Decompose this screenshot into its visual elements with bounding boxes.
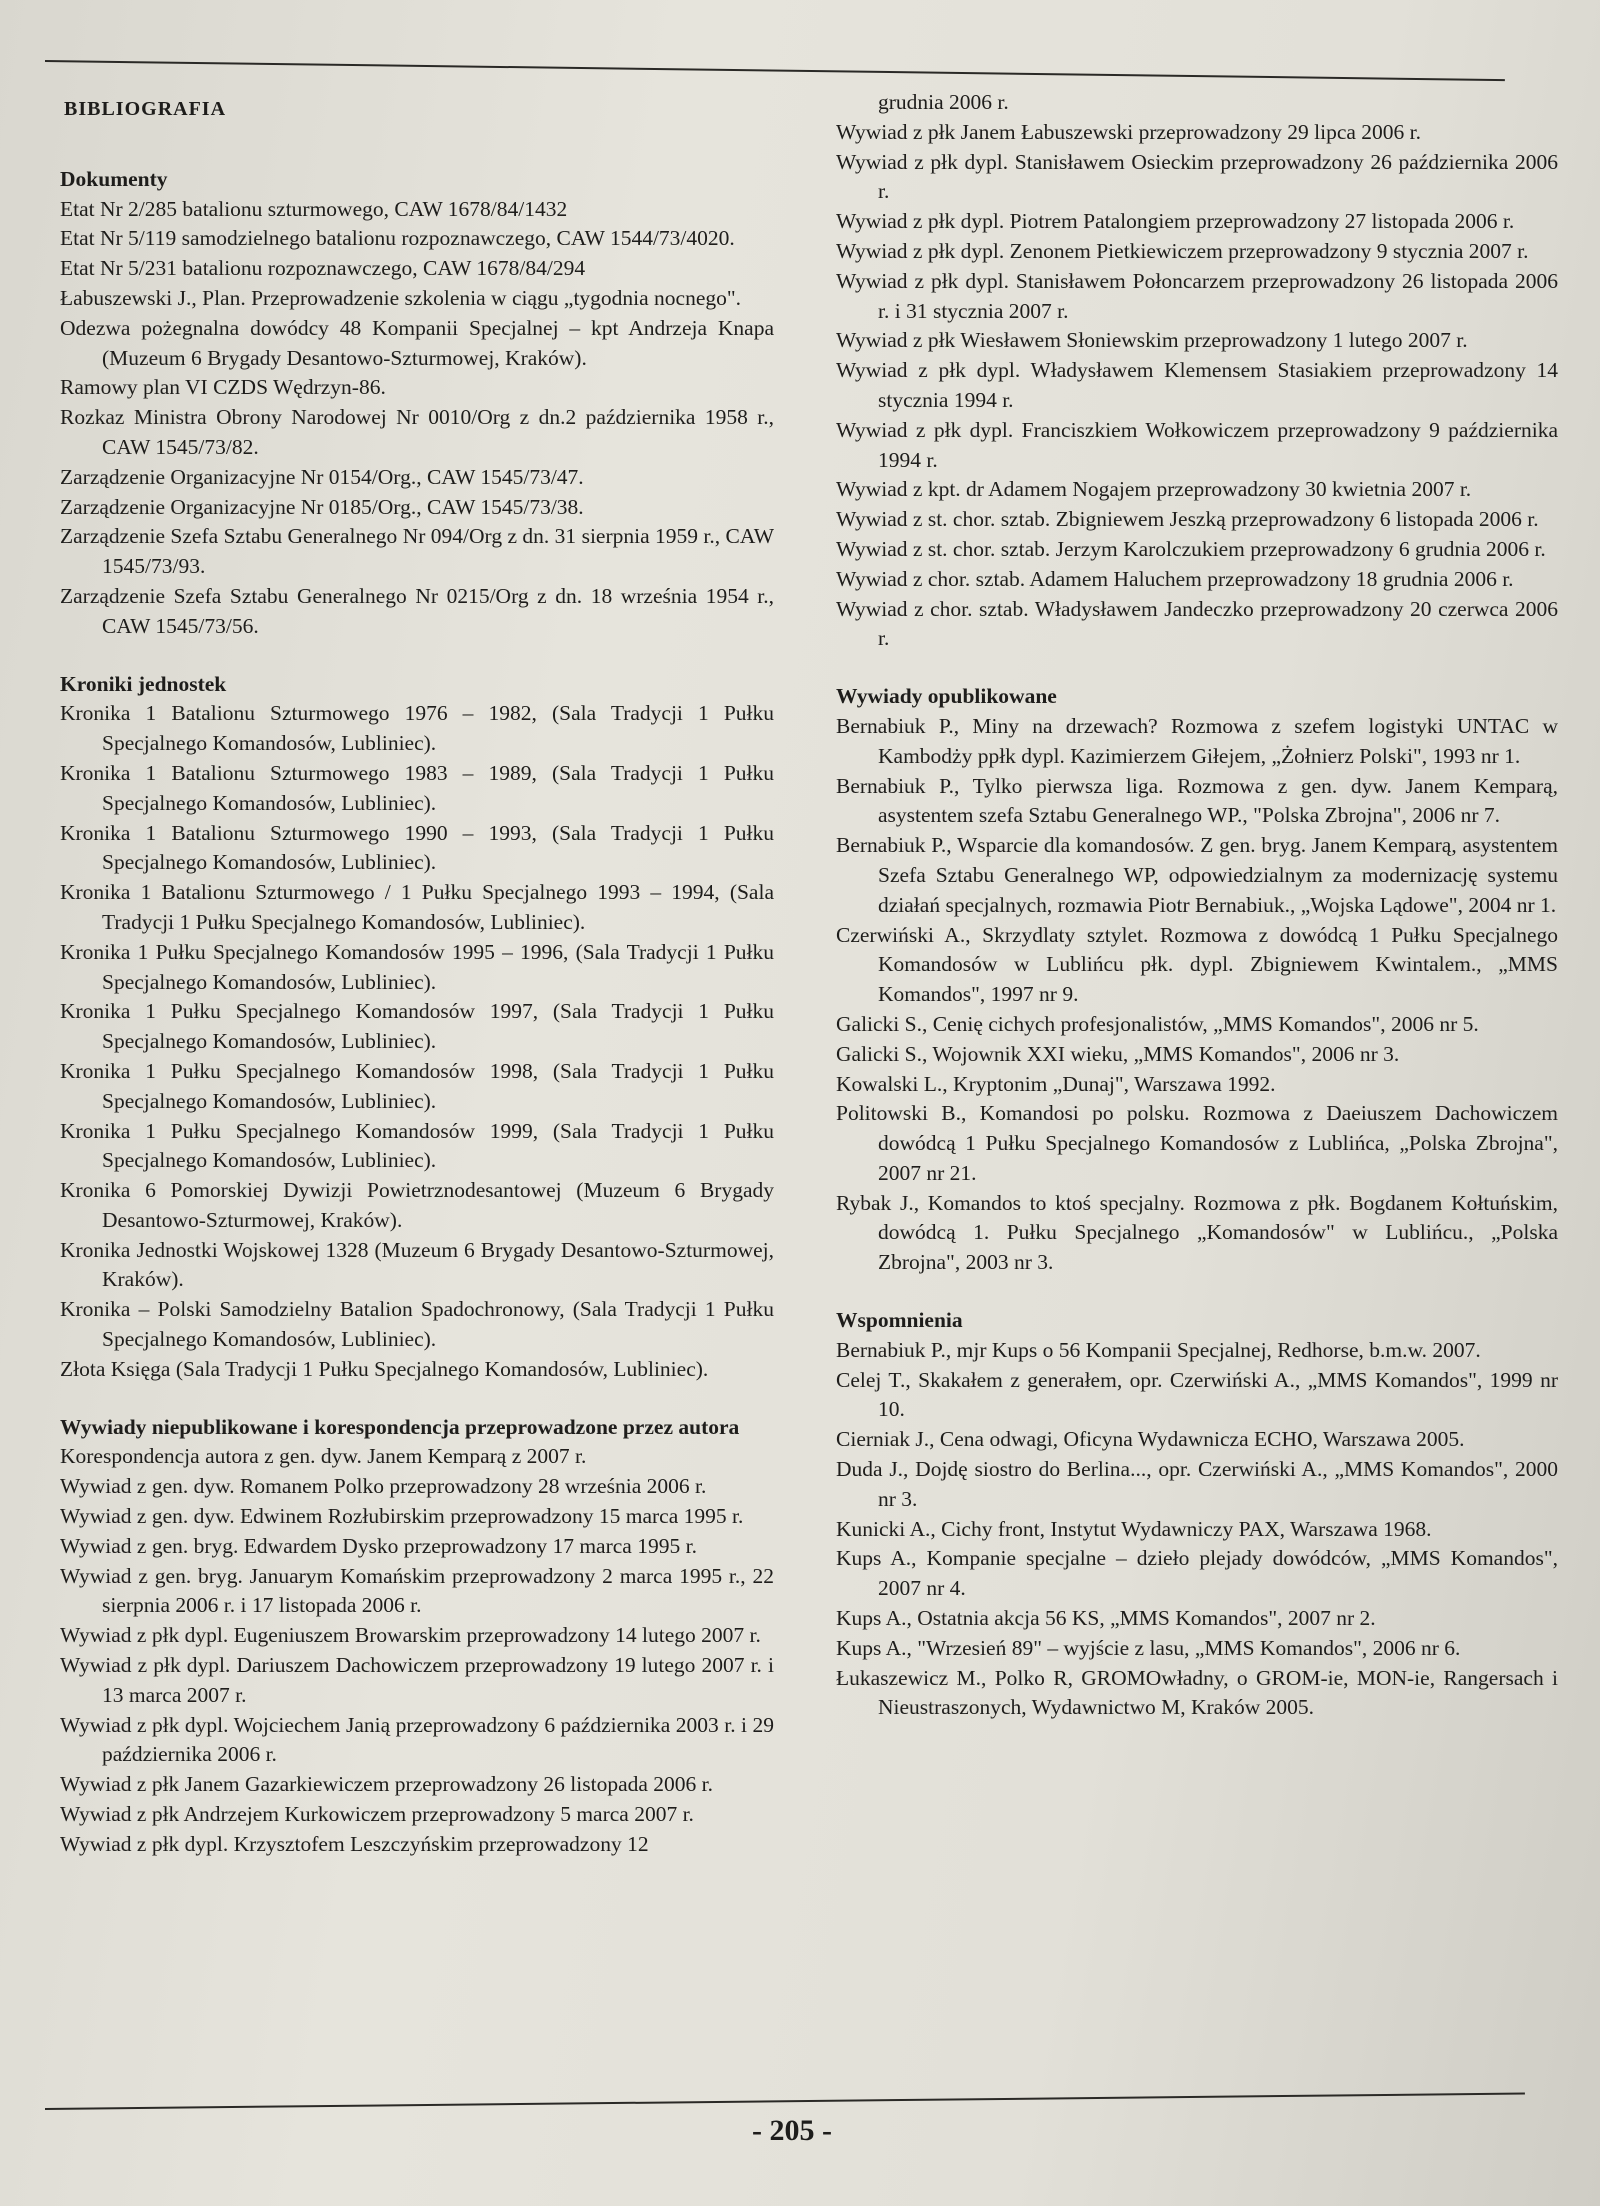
bibliography-entry: Wywiad z gen. dyw. Romanem Polko przeprowadzony 28 września 2006 r. xyxy=(60,1474,707,1499)
bibliography-entry: Galicki S., Cenię cichych profesjonalistów, „MMS Komandos", 2006 nr 5. xyxy=(836,1011,1479,1036)
bibliography-entry: Politowski B., Komandosi po polsku. Rozmowa z Daeiuszem Dachowiczem dowódcą 1 Pułku Specjalnego Komandosów z Lublińca, „Polska Zbrojna", 2007 nr 21. xyxy=(836,1101,1558,1185)
bibliography-entry: Wywiad z st. chor. sztab. Zbigniewem Jeszką przeprowadzony 6 listopada 2006 r. xyxy=(836,507,1539,532)
bibliography-entry: Wywiad z płk Janem Gazarkiewiczem przeprowadzony 26 listopada 2006 r. xyxy=(60,1772,714,1797)
bibliography-entry: Bernabiuk P., Miny na drzewach? Rozmowa z szefem logistyki UNTAC w Kambodży ppłk dypl. Kazimierzem Giłejem, „Żołnierz Polski", 1993 nr 1. xyxy=(836,713,1558,768)
bibliography-entry: Wywiad z st. chor. sztab. Jerzym Karolczukiem przeprowadzony 6 grudnia 2006 r. xyxy=(836,536,1546,561)
bibliography-entry: Bernabiuk P., mjr Kups o 56 Kompanii Specjalnej, Redhorse, b.m.w. 2007. xyxy=(836,1337,1481,1362)
section-heading-wspomnienia: Wspomnienia xyxy=(836,1308,963,1333)
bibliography-entry: Etat Nr 5/119 samodzielnego batalionu rozpoznawczego, CAW 1544/73/4020. xyxy=(60,226,735,251)
bibliography-entry: Cierniak J., Cena odwagi, Oficyna Wydawnicza ECHO, Warszawa 2005. xyxy=(836,1427,1465,1452)
bibliography-entry: Wywiad z płk dypl. Władysławem Klemensem Stasiakiem przeprowadzony 14 stycznia 1994 r. xyxy=(836,358,1558,412)
bibliography-entry: Wywiad z gen. bryg. Januarym Komańskim przeprowadzony 2 marca 1995 r., 22 sierpnia 2006 r. i 17 listopada 2006 r. xyxy=(60,1563,774,1618)
bottom-rule xyxy=(45,2093,1525,2110)
bibliography-entry: Rozkaz Ministra Obrony Narodowej Nr 0010/Org z dn.2 października 1958 r., CAW 1545/73/82. xyxy=(60,405,774,459)
bibliography-entry: Kronika – Polski Samodzielny Batalion Spadochronowy, (Sala Tradycji 1 Pułku Specjalnego Komandosów, Lubliniec). xyxy=(60,1297,774,1352)
bibliography-entry: Kronika 1 Pułku Specjalnego Komandosów 1995 – 1996, (Sala Tradycji 1 Pułku Specjalnego Komandosów, Lubliniec). xyxy=(60,939,774,994)
bibliography-entry: Wywiad z chor. sztab. Adamem Haluchem przeprowadzony 18 grudnia 2006 r. xyxy=(836,566,1514,591)
top-rule xyxy=(45,60,1505,81)
bibliography-entry: Etat Nr 5/231 batalionu rozpoznawczego, CAW 1678/84/294 xyxy=(60,256,586,281)
bibliography-entry: Zarządzenie Organizacyjne Nr 0185/Org., CAW 1545/73/38. xyxy=(60,494,584,519)
bibliography-entry: Czerwiński A., Skrzydlaty sztylet. Rozmowa z dowódcą 1 Pułku Specjalnego Komandosów w Lublińcu płk. dypl. Zbigniewem Kwintalem., „MMS Komandos", 1997 nr 9. xyxy=(836,922,1558,1007)
bibliography-entry: Rybak J., Komandos to ktoś specjalny. Rozmowa z płk. Bogdanem Kołtuńskim, dowódcą 1. Pułku Specjalnego „Komandosów" w Lublińcu., „Polska Zbrojna", 2003 nr 3. xyxy=(836,1190,1558,1275)
bibliography-entry: Łabuszewski J., Plan. Przeprowadzenie szkolenia w ciągu „tygodnia nocnego". xyxy=(60,285,742,310)
bibliography-entry: Wywiad z kpt. dr Adamem Nogajem przeprowadzony 30 kwietnia 2007 r. xyxy=(836,477,1472,502)
bibliography-entry: Kups A., "Wrzesień 89" – wyjście z lasu, „MMS Komandos", 2006 nr 6. xyxy=(836,1635,1461,1660)
bibliography-entry: Wywiad z płk dypl. Krzysztofem Leszczyńskim przeprowadzony 12 xyxy=(60,1831,649,1856)
bibliography-entry: Zarządzenie Szefa Sztabu Generalnego Nr 094/Org z dn. 31 sierpnia 1959 r., CAW 1545/73/93. xyxy=(60,524,774,579)
bibliography-entry: Wywiad z płk Janem Łabuszewski przeprowadzony 29 lipca 2006 r. xyxy=(836,119,1422,144)
bibliography-entry: Odezwa pożegnalna dowódcy 48 Kompanii Specjalnej – kpt Andrzeja Knapa (Muzeum 6 Brygady Desantowo-Szturmowej, Kraków). xyxy=(60,315,774,370)
bibliography-entry: Kowalski L., Kryptonim „Dunaj", Warszawa 1992. xyxy=(836,1071,1276,1096)
bibliography-entry: Łukaszewicz M., Polko R, GROMOwładny, o GROM-ie, MON-ie, Rangersach i Nieustraszonych, Wydawnictwo M, Kraków 2005. xyxy=(836,1665,1558,1720)
bibliography-entry: Bernabiuk P., Wsparcie dla komandosów. Z gen. bryg. Janem Kemparą, asystentem Szefa Sztabu Generalnego WP, odpowiedzialnym za modernizację systemu działań specjalnych, rozmawia Piotr Bernabiuk., „Wojska Lądowe", 2004 nr 1. xyxy=(836,833,1558,917)
section-heading-wywiady-opublikowane: Wywiady opublikowane xyxy=(836,684,1057,709)
bibliography-entry: Kronika 1 Batalionu Szturmowego 1983 – 1989, (Sala Tradycji 1 Pułku Specjalnego Komandosów, Lubliniec). xyxy=(60,760,774,815)
bibliography-entry: Wywiad z płk dypl. Piotrem Patalongiem przeprowadzony 27 listopada 2006 r. xyxy=(836,209,1515,234)
bibliography-entry: Wywiad z płk dypl. Stanisławem Połoncarzem przeprowadzony 26 listopada 2006 r. i 31 stycznia 2007 r. xyxy=(836,268,1558,323)
bibliography-heading: BIBLIOGRAFIA xyxy=(64,98,227,120)
bibliography-entry: Wywiad z płk dypl. Eugeniuszem Browarskim przeprowadzony 14 lutego 2007 r. xyxy=(60,1623,761,1648)
bibliography-entry: Wywiad z płk Andrzejem Kurkowiczem przeprowadzony 5 marca 2007 r. xyxy=(60,1802,694,1827)
bibliography-entry: Galicki S., Wojownik XXI wieku, „MMS Komandos", 2006 nr 3. xyxy=(836,1041,1400,1066)
section-heading-kroniki: Kroniki jednostek xyxy=(60,671,227,696)
bibliography-entry: Wywiad z płk dypl. Wojciechem Janią przeprowadzony 6 października 2003 r. i 29 października 2006 r. xyxy=(60,1712,774,1767)
bibliography-entry: Kronika 6 Pomorskiej Dywizji Powietrznodesantowej (Muzeum 6 Brygady Desantowo-Szturmowej, Kraków). xyxy=(60,1178,774,1232)
bibliography-entry: Bernabiuk P., Tylko pierwsza liga. Rozmowa z gen. dyw. Janem Kemparą, asystentem szefa Sztabu Generalnego WP., "Polska Zbrojna", 2006 nr 7. xyxy=(836,773,1558,828)
bibliography-entry: Kups A., Kompanie specjalne – dzieło plejady dowódców, „MMS Komandos", 2007 nr 4. xyxy=(836,1546,1558,1601)
left-column xyxy=(52,95,774,1860)
bibliography-entry: Wywiad z płk Wiesławem Słoniewskim przeprowadzony 1 lutego 2007 r. xyxy=(836,328,1468,353)
bibliography-entry: Kronika 1 Batalionu Szturmowego 1976 – 1982, (Sala Tradycji 1 Pułku Specjalnego Komandosów, Lubliniec). xyxy=(60,701,774,756)
section-heading-dokumenty: Dokumenty xyxy=(60,166,168,191)
bibliography-entry: Kronika 1 Pułku Specjalnego Komandosów 1999, (Sala Tradycji 1 Pułku Specjalnego Komandosów, Lubliniec). xyxy=(60,1118,774,1173)
bibliography-entry: Zarządzenie Organizacyjne Nr 0154/Org., CAW 1545/73/47. xyxy=(60,464,584,489)
bibliography-entry: Wywiad z chor. sztab. Władysławem Jandeczko przeprowadzony 20 czerwca 2006 r. xyxy=(836,596,1558,651)
bibliography-entry: Wywiad z płk dypl. Franciszkiem Wołkowiczem przeprowadzony 9 października 1994 r. xyxy=(836,417,1558,472)
bibliography-entry: Celej T., Skakałem z generałem, opr. Czerwiński A., „MMS Komandos", 1999 nr 10. xyxy=(836,1367,1558,1422)
bibliography-entry: Ramowy plan VI CZDS Wędrzyn-86. xyxy=(60,375,386,400)
bibliography-entry: Kronika 1 Batalionu Szturmowego 1990 – 1993, (Sala Tradycji 1 Pułku Specjalnego Komandosów, Lubliniec). xyxy=(60,820,774,875)
bibliography-entry: Kronika 1 Pułku Specjalnego Komandosów 1997, (Sala Tradycji 1 Pułku Specjalnego Komandosów, Lubliniec). xyxy=(60,999,774,1054)
bibliography-entry: Wywiad z płk dypl. Stanisławem Osieckim przeprowadzony 26 października 2006 r. xyxy=(836,149,1558,204)
section-heading-wywiady-niepublikowane: Wywiady niepublikowane i korespondencja przeprowadzone przez autora xyxy=(60,1414,740,1439)
bibliography-entry: Kups A., Ostatnia akcja 56 KS, „MMS Komandos", 2007 nr 2. xyxy=(836,1606,1376,1631)
right-column xyxy=(828,88,1558,1723)
bibliography-entry: Korespondencja autora z gen. dyw. Janem Kemparą z 2007 r. xyxy=(60,1444,587,1469)
bibliography-entry: Zarządzenie Szefa Sztabu Generalnego Nr 0215/Org z dn. 18 września 1954 r., CAW 1545/73/56. xyxy=(60,583,774,638)
bibliography-entry: Wywiad z płk dypl. Zenonem Pietkiewiczem przeprowadzony 9 stycznia 2007 r. xyxy=(836,238,1529,263)
bibliography-entry: Kronika 1 Batalionu Szturmowego / 1 Pułku Specjalnego 1993 – 1994, (Sala Tradycji 1 Pułku Specjalnego Komandosów, Lubliniec). xyxy=(60,880,774,934)
bibliography-entry: Duda J., Dojdę siostro do Berlina..., opr. Czerwiński A., „MMS Komandos", 2000 nr 3. xyxy=(836,1457,1558,1511)
bibliography-entry: Wywiad z gen. dyw. Edwinem Rozłubirskim przeprowadzony 15 marca 1995 r. xyxy=(60,1504,744,1529)
bibliography-entry: Kunicki A., Cichy front, Instytut Wydawniczy PAX, Warszawa 1968. xyxy=(836,1516,1432,1541)
bibliography-entry: Kronika Jednostki Wojskowej 1328 (Muzeum 6 Brygady Desantowo-Szturmowej, Kraków). xyxy=(60,1237,774,1292)
page-number: - 205 - xyxy=(752,2114,832,2147)
bibliography-entry: Wywiad z płk dypl. Dariuszem Dachowiczem przeprowadzony 19 lutego 2007 r. i 13 marca 2007 r. xyxy=(60,1653,774,1707)
bibliography-entry: Kronika 1 Pułku Specjalnego Komandosów 1998, (Sala Tradycji 1 Pułku Specjalnego Komandosów, Lubliniec). xyxy=(60,1058,774,1113)
bibliography-entry: Złota Księga (Sala Tradycji 1 Pułku Specjalnego Komandosów, Lubliniec). xyxy=(60,1356,709,1381)
bibliography-entry: Etat Nr 2/285 batalionu szturmowego, CAW 1678/84/1432 xyxy=(60,196,568,221)
bibliography-entry-continued: grudnia 2006 r. xyxy=(878,90,1009,114)
bibliography-entry: Wywiad z gen. bryg. Edwardem Dysko przeprowadzony 17 marca 1995 r. xyxy=(60,1533,697,1558)
